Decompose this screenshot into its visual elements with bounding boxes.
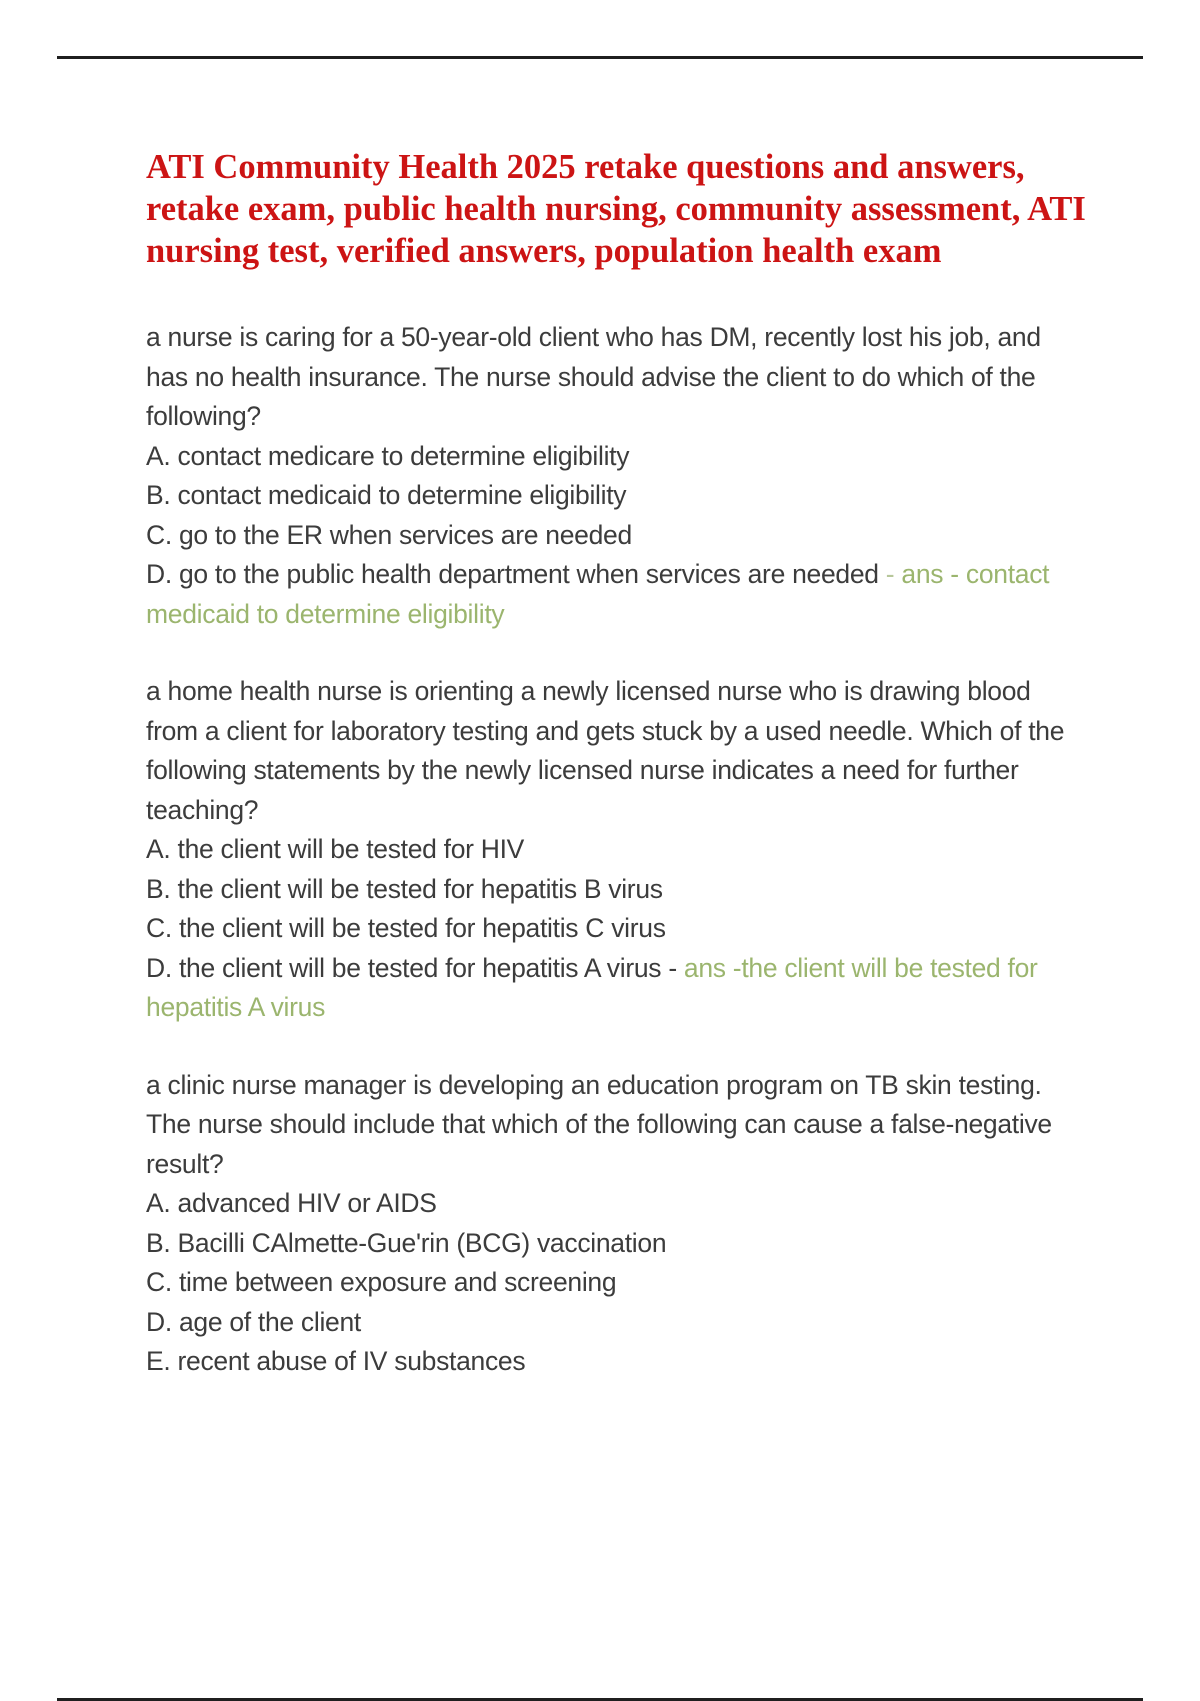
option-c: C. the client will be tested for hepatitis C virus xyxy=(146,913,666,943)
answer-text: the client will be tested for hepatitis A virus xyxy=(146,952,1038,1022)
option-a: A. contact medicare to determine eligibility xyxy=(146,440,630,471)
header-rule xyxy=(57,56,1143,59)
option-e: E. recent abuse of IV substances xyxy=(146,1346,526,1376)
option-c: C. time between exposure and screening xyxy=(146,1267,617,1297)
option-b: B. the client will be tested for hepatitis B virus xyxy=(146,873,663,904)
option-c: C. go to the ER when services are needed xyxy=(146,519,632,550)
option-d: D. the client will be tested for hepatitis A virus xyxy=(146,952,662,983)
option-d: D. age of the client xyxy=(146,1306,361,1337)
answer-label: ans - xyxy=(683,952,742,983)
question-stem: a home health nurse is orienting a newly licensed nurse who is drawing blood from a client for laboratory testing and gets stuck by a used needle. Which of the following statements by the newly licensed nurse indicates a need for further teaching? xyxy=(146,676,1065,825)
question-2 xyxy=(146,672,1086,1028)
question-3 xyxy=(146,1066,1086,1382)
answer-text: contact medicaid to determine eligibility xyxy=(146,559,1050,629)
question-stem: a clinic nurse manager is developing an education program on TB skin testing. The nurse should include that which of the following can cause a false-negative result? xyxy=(146,1069,1052,1179)
option-d: D. go to the public health department when services are needed xyxy=(146,559,879,589)
option-b: B. contact medicaid to determine eligibility xyxy=(146,480,627,510)
answer-separator: - xyxy=(661,952,684,983)
question-1 xyxy=(146,318,1086,634)
document-body xyxy=(146,146,1086,1420)
question-stem: a nurse is caring for a 50-year-old client who has DM, recently lost his job, and has no health insurance. The nurse should advise the client to do which of the following? xyxy=(146,322,1041,431)
document-title: ATI Community Health 2025 retake questions and answers, retake exam, public health nursing, community assessment, ATI nursing test, verified answers, population health exam xyxy=(146,148,1086,270)
option-b: B. Bacilli CAlmette-Gue'rin (BCG) vaccination xyxy=(146,1227,667,1258)
answer-separator: - xyxy=(878,559,902,589)
answer-label: ans - xyxy=(901,559,959,589)
option-a: A. advanced HIV or AIDS xyxy=(146,1188,437,1218)
option-a: A. the client will be tested for HIV xyxy=(146,834,525,864)
option-d-with-answer xyxy=(146,949,1086,1028)
option-d-with-answer xyxy=(146,555,1086,634)
